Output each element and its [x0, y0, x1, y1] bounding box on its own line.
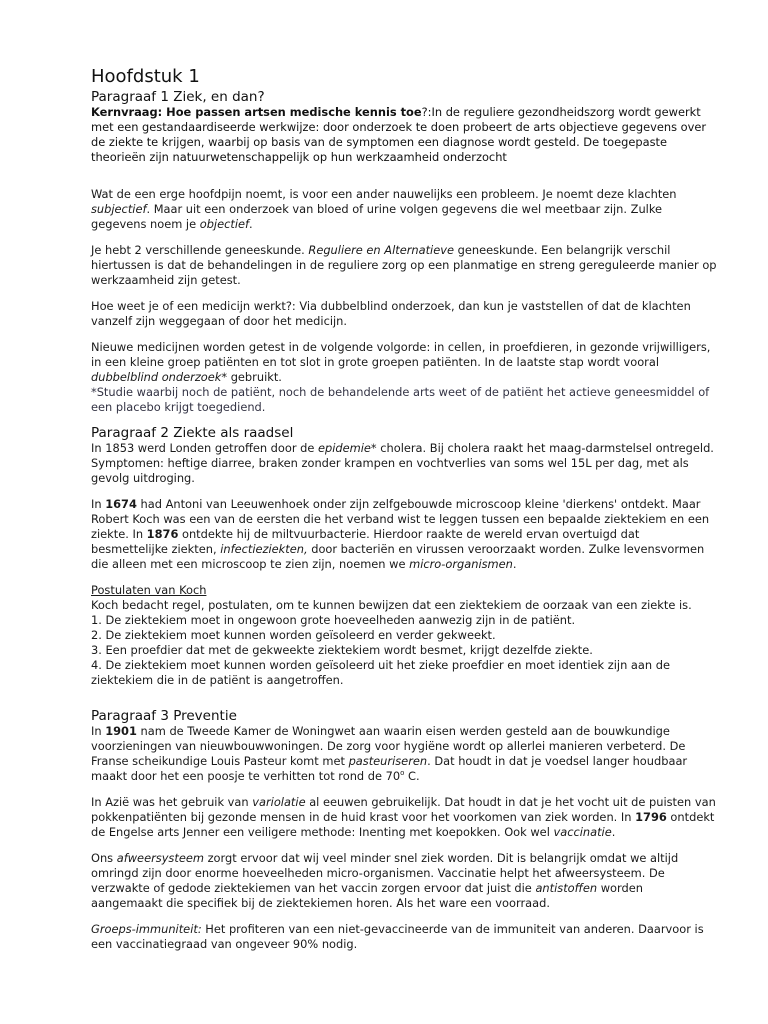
text-run: . — [249, 217, 253, 231]
text-run: Je hebt 2 verschillende geneeskunde. — [91, 243, 309, 257]
year-1796: 1796 — [635, 810, 667, 824]
kernvraag-text: ?:In de reguliere gezondheidszorg wordt gewerkt met een gestandaardiseerde werkwijze: door onderzoek te doen probeert de arts objectieve gegevens over de ziekte te krijgen, waarbij op basis van de symptomen een diagnose wordt gesteld. De toegepaste theorieën zijn natuurwetenschappelijk op hun werkzaamheid onderzocht — [91, 105, 707, 164]
term-subjectief: subjectief — [91, 202, 147, 216]
term-afweersysteem: afweersysteem — [116, 851, 204, 865]
section-title-paragraaf-1: Paragraaf 1 Ziek, en dan? — [91, 89, 265, 105]
term-infectieziekten: infectieziekten, — [220, 542, 308, 556]
paragraph-medicijnen-getest — [91, 340, 718, 385]
text-run: cholera. Bij cholera raakt het maag-darmstelsel ontregeld. Symptomen: heftige diarree, braken zonder krampen en vochtverlies van soms wel 15L per dag, met als gevolg uitdroging. — [91, 441, 714, 485]
term-antistoffen: antistoffen — [535, 881, 598, 895]
degree-sign: o — [400, 769, 405, 777]
paragraph-groeps-immuniteit — [91, 922, 718, 952]
footnote-dubbelblind: *Studie waarbij noch de patiënt, noch de behandelende arts weet of de patiënt het actieve geneesmiddel of een placebo krijgt toegediend. — [91, 385, 710, 414]
text-run: . — [611, 825, 616, 839]
text-run: . — [512, 557, 517, 571]
term-vaccinatie: vaccinatie — [553, 825, 612, 839]
text-run: geneeskunde. Een belangrijk verschil hiertussen is dat de behandelingen in de reguliere zorg op een planmatige en streng gereguleerde manier op werkzaamheid zijn getest. — [91, 243, 717, 287]
text-run: door bacteriën en virussen veroorzaakt worden. Zulke levensvormen die alleen met een microscoop te zien zijn, noemen we — [91, 542, 705, 571]
year-1674: 1674 — [105, 497, 137, 511]
section-title-paragraaf-3: Paragraaf 3 Preventie — [91, 708, 237, 724]
paragraph-leeuwenhoek — [91, 497, 718, 572]
text-run: . Maar uit een onderzoek van bloed of urine volgen gegevens die wel meetbaar zijn. Zulke gegevens noem je — [91, 202, 663, 231]
kernvraag-label: Kernvraag — [91, 105, 158, 119]
paragraph-geneeskunde — [91, 243, 718, 288]
text-run: al eeuwen gebruikelijk. Dat houdt in dat je het vocht uit de puisten van pokkenpatiënten bij gezonde mensen in de huid krast voor het voorkomen van ziek worden. In — [91, 795, 716, 824]
text-run: worden aangemaakt die specifiek bij de ziektekiemen horen. Als het ware een voorraad. — [91, 881, 643, 910]
text-run: C. — [404, 769, 420, 783]
year-1876: 1876 — [146, 527, 179, 541]
text-run: zorgt ervoor dat wij veel minder snel ziek worden. Dit is belangrijk omdat we altijd omringd zijn door enorme hoeveelheden micro-organismen. Vaccinatie helpt het afweersysteem. De verzwakte of gedode ziektekiemen van het vaccin zorgen ervoor dat juist die — [91, 851, 679, 895]
term-regulier-alternatief: Reguliere en Alternatieve — [308, 243, 454, 257]
paragraph-subjectief — [91, 187, 718, 232]
koch-item: 1. De ziektekiem moet in ongewoon grote hoeveelheden aanwezig zijn in de patiënt. — [91, 613, 576, 627]
text-run: In 1853 werd Londen getroffen door de — [91, 441, 319, 455]
chapter-title: Hoofdstuk 1 — [91, 66, 200, 87]
term-groeps-immuniteit: Groeps-immuniteit: — [91, 922, 202, 936]
text-run: Ons — [91, 851, 117, 865]
paragraph-woningwet — [91, 724, 718, 784]
text-run: Het profiteren van een niet-gevaccineerde van de immuniteit van anderen. Daarvoor is een vaccinatiegraad van ongeveer 90% nodig. — [91, 922, 704, 951]
koch-item: 2. De ziektekiem moet kunnen worden geïsoleerd en verder gekweekt. — [91, 628, 496, 642]
koch-item: 3. Een proefdier dat met de gekweekte ziektekiem wordt besmet, krijgt dezelfde ziekte. — [91, 643, 593, 657]
text-run: gebruikt. — [227, 370, 282, 384]
paragraph-cholera — [91, 441, 718, 486]
text-run: In — [91, 497, 106, 511]
term-micro-organismen: micro-organismen — [409, 557, 513, 571]
term-variolatie: variolatie — [252, 795, 306, 809]
text-run: had Antoni van Leeuwenhoek onder zijn zelfgebouwde microscoop kleine 'dierkens' ontdekt. Maar Robert Koch was een van de eersten die het verband wist te leggen tussen een bepaalde ziektekiem en een ziekte. In — [91, 497, 710, 541]
text-run: In Azië was het gebruik van — [91, 795, 253, 809]
paragraph-variolatie — [91, 795, 718, 840]
section-title-paragraaf-2: Paragraaf 2 Ziekte als raadsel — [91, 425, 294, 441]
text-run: nam de Tweede Kamer de Woningwet aan waarin eisen werden gesteld aan de bouwkundige voorzieningen van nieuwbouwwoningen. De zorg voor hygiëne wordt op allerlei manieren verbeterd. De Franse scheikundige Louis Pasteur komt met — [91, 724, 686, 768]
koch-intro: Koch bedacht regel, postulaten, om te kunnen bewijzen dat een ziektekiem de oorzaak van een ziekte is. — [91, 598, 692, 612]
text-run: Wat de een erge hoofdpijn noemt, is voor een ander nauwelijks een probleem. Je noemt deze klachten — [91, 187, 677, 201]
text-run: ontdekte hij de miltvuurbacterie. Hierdoor raakte de wereld ervan overtuigd dat besmettelijke ziekten, — [91, 527, 640, 556]
term-dubbelblind: dubbelblind onderzoek* — [91, 370, 228, 384]
kernvraag-question: : Hoe passen artsen medische kennis toe — [157, 105, 422, 119]
text-run: In — [91, 724, 106, 738]
term-objectief: objectief — [199, 217, 250, 231]
term-epidemie: epidemie* — [318, 441, 377, 455]
year-1901: 1901 — [105, 724, 137, 738]
text-run: ontdekt de Engelse arts Jenner een veiligere methode: Inenting met koepokken. Ook wel — [91, 810, 715, 839]
text-run: Nieuwe medicijnen worden getest in de volgende volgorde: in cellen, in proefdieren, in gezonde vrijwilligers, in een kleine groep patiënten en tot slot in grote groepen patiënten. In de laatste stap wordt vooral — [91, 340, 711, 369]
koch-heading: Postulaten van Koch — [91, 583, 207, 597]
kernvraag-paragraph — [91, 105, 718, 165]
paragraph-afweersysteem — [91, 851, 718, 911]
paragraph-medicijn-werkt: Hoe weet je of een medicijn werkt?: Via dubbelblind onderzoek, dan kun je vaststellen of dat de klachten vanzelf zijn weggegaan of door het medicijn. — [91, 299, 691, 328]
text-run: . Dat houdt in dat je voedsel langer houdbaar maakt door het een poosje te verhitten tot rond de 70 — [91, 754, 688, 783]
koch-item: 4. De ziektekiem moet kunnen worden geïsoleerd uit het zieke proefdier en moet identiek zijn aan de ziektekiem die in de patiënt is aangetroffen. — [91, 658, 670, 687]
term-pasteuriseren: pasteuriseren — [348, 754, 428, 768]
